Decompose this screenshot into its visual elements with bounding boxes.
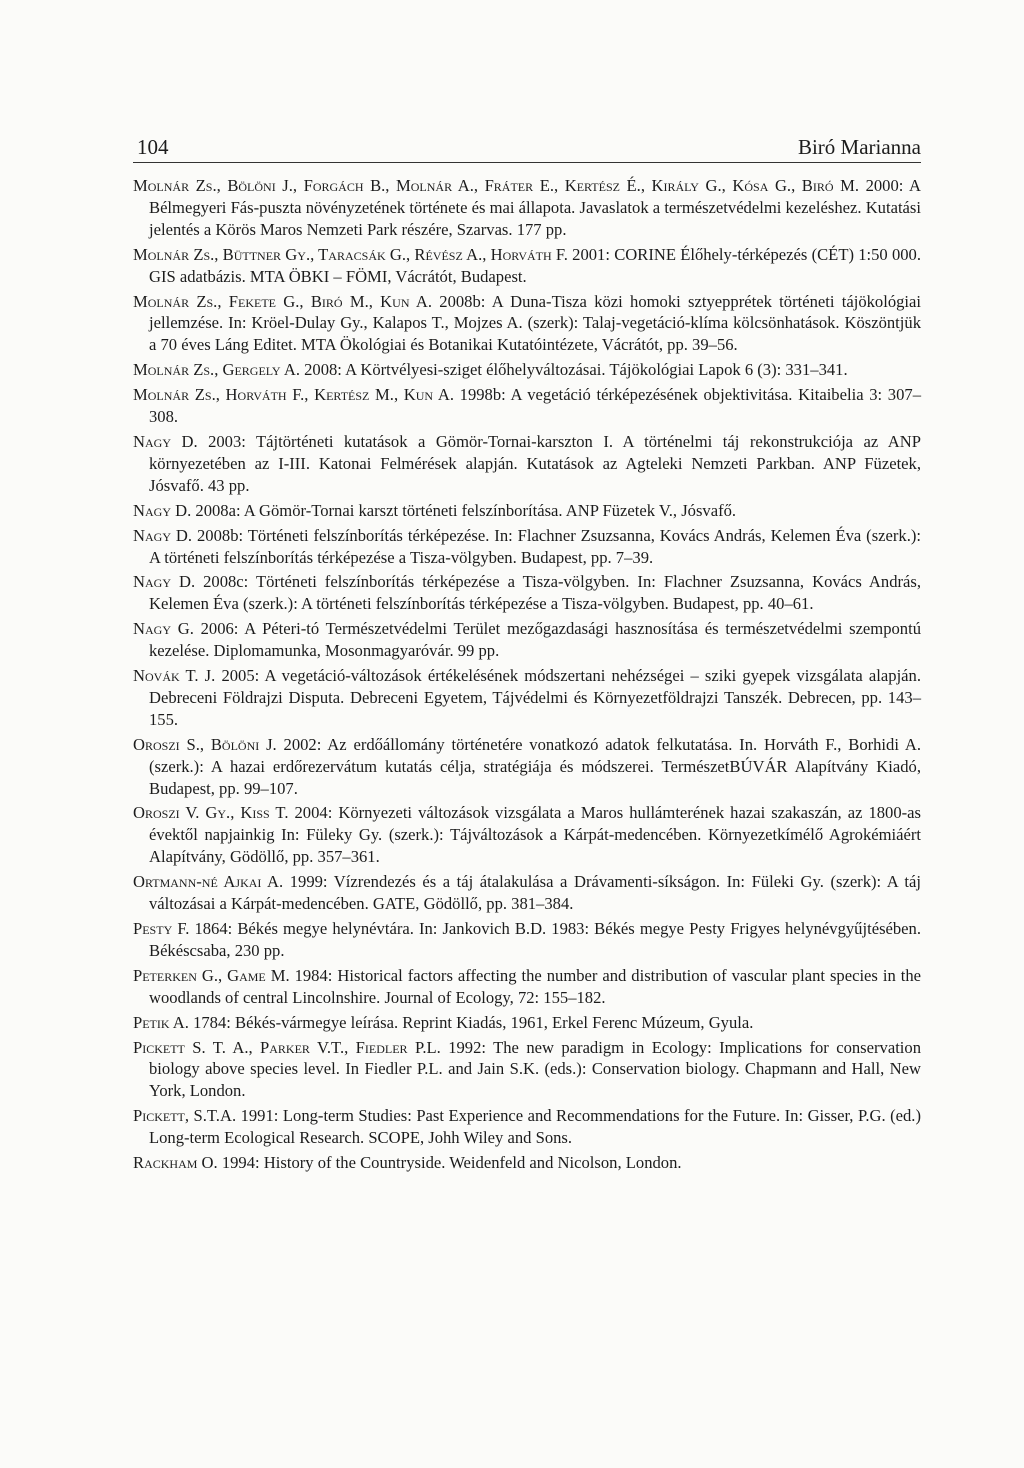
reference-authors: Pickett, S.T.A. [133, 1106, 237, 1126]
reference-authors: Nagy G. [133, 619, 194, 639]
reference-text: 2002: Az erdőállomány történetére vonatkozó adatok felkutatása. In. Horváth F., Borhidi A. (szerk.): A hazai erdőrezervátum kutatás célja, stratégiája és módszerei. TermészetBÚVÁR Alapítvány Kiadó, Budapest, pp. 99–107. [149, 734, 922, 798]
reference-authors: Nagy D. [133, 525, 193, 545]
reference-item [133, 291, 921, 357]
reference-authors: Pickett S. T. A., Parker V.T., Fiedler P.L. [133, 1037, 441, 1057]
reference-text: 1984: Historical factors affecting the number and distribution of vascular plant species in the woodlands of central Lincolnshire. Journal of Ecology, 72: 155–182. [149, 965, 921, 1007]
reference-text: 1864: Békés megye helynévtára. In: Jankovich B.D. 1983: Békés megye Pesty Frigyes helynévgyűjtésében. Békéscsaba, 230 pp. [149, 919, 921, 960]
reference-item [133, 618, 921, 662]
reference-item [133, 802, 921, 868]
reference-authors: Nagy D. [133, 431, 198, 451]
reference-text: 2001: CORINE Élőhely-térképezés (CÉT) 1:50 000. GIS adatbázis. MTA ÖBKI – FÖMI, Vácrátót, Budapest. [149, 244, 921, 286]
reference-item [133, 175, 921, 241]
reference-item [133, 431, 921, 497]
reference-text: 1992: The new paradigm in Ecology: Implications for conservation biology above species level. In Fiedler P.L. and Jain S.K. (eds.): Conservation biology. Chapmann and Hall, New York, London. [149, 1037, 922, 1101]
reference-item [133, 1012, 921, 1034]
reference-authors: Ortmann-né Ajkai A. [133, 872, 284, 892]
reference-item [133, 734, 921, 800]
reference-authors: Molnár Zs., Bölöni J., Forgách B., Molnár A., Fráter E., Kertész É., Király G., Kósa G., Biró M. [133, 176, 859, 195]
reference-authors: Nagy D. [133, 500, 192, 520]
reference-item [133, 1105, 921, 1149]
reference-authors: Pesty F. [133, 919, 190, 938]
reference-text: 2003: Tájtörténeti kutatások a Gömör-Tornai-karszton I. A történelmi táj rekonstrukciója az ANP környezetében az I-III. Katonai Felmérések alapján. Kutatások az Agteleki Nemzeti Parkban. ANP Füzetek, Jósvafő. 43 pp. [149, 431, 921, 495]
reference-item [133, 244, 921, 288]
reference-text: 1998b: A vegetáció térképezésének objektivitása. Kitaibelia 3: 307–308. [149, 385, 921, 427]
reference-item [133, 871, 921, 915]
reference-text: 2004: Környezeti változások vizsgálata a Maros hullámterének hazai szakaszán, az 1800-as évektől napjainkig In: Füleky Gy. (szerk.): Tájváltozások a Kárpát-medencében. Környezetkímélő Agrokémiáért Alapítvány, Gödöllő, pp. 357–361. [149, 803, 921, 867]
reference-authors: Molnár Zs., Büttner Gy., Taracsák G., Révész A., Horváth F. [133, 244, 568, 264]
running-head-author: Biró Marianna [797, 135, 921, 159]
reference-item [133, 359, 921, 381]
reference-text: 1784: Békés-vármegye leírása. Reprint Kiadás, 1961, Erkel Ferenc Múzeum, Gyula. [188, 1012, 754, 1032]
reference-authors: Molnár Zs., Fekete G., Biró M., Kun A. [133, 291, 432, 311]
reference-authors: Rackham O. [133, 1153, 218, 1173]
reference-item [133, 384, 921, 428]
reference-authors: Peterken G., Game M. [133, 965, 290, 985]
reference-authors: Novák T. J. [133, 666, 216, 686]
reference-authors: Petik A. [133, 1012, 189, 1032]
reference-authors: Oroszi S., Bölöni J. [133, 734, 277, 754]
reference-item [133, 1037, 921, 1103]
reference-text: 2008b: A Duna-Tisza közi homoki sztyepprétek történeti tájökológiai jellemzése. In: Kröel-Dulay Gy., Kalapos T., Mojzes A. (szerk): Talaj-vegetáció-klíma kölcsönhatások. Köszöntjük a 70 éves Láng Editet. MTA Ökológiai és Botanikai Kutatóintézete, Vácrátót, pp. 39–56. [149, 291, 922, 355]
running-head [133, 132, 921, 163]
reference-text: 2008b: Történeti felszínborítás térképezése. In: Flachner Zsuzsanna, Kovács András, Kelemen Éva (szerk.): A történeti felszínborítás térképezése a Tisza-völgyben. Budapest, pp. 7–39. [149, 525, 922, 567]
reference-text: 2006: A Péteri-tó Természetvédelmi Terület mezőgazdasági hasznosítása és természetvédelmi szempontú kezelése. Diplomamunka, Mosonmagyaróvár. 99 pp. [149, 619, 922, 661]
reference-authors: Molnár Zs., Gergely A. [133, 360, 300, 380]
reference-item [133, 571, 921, 615]
reference-text: 2008: A Körtvélyesi-sziget élőhelyváltozásai. Tájökológiai Lapok 6 (3): 331–341. [299, 360, 848, 380]
reference-list [133, 175, 921, 1177]
reference-authors: Nagy D. [133, 572, 196, 592]
reference-text: 1991: Long-term Studies: Past Experience and Recommendations for the Future. In: Gisser, P.G. (ed.) Long-term Ecological Research. SCOPE, Johh Wiley and Sons. [149, 1106, 921, 1148]
reference-authors: Molnár Zs., Horváth F., Kertész M., Kun A. [133, 385, 454, 405]
reference-item [133, 665, 921, 731]
reference-text: 2000: A Bélmegyeri Fás-puszta növényzetének története és mai állapota. Javaslatok a természetvédelmi kezeléshez. Kutatási jelentés a Körös Maros Nemzeti Park részére, Szarvas. 177 pp. [149, 176, 921, 239]
reference-text: 2005: A vegetáció-változások értékelésének módszertani nehézségei – sziki gyepek vizsgálata alapján. Debreceni Földrajzi Disputa. Debreceni Egyetem, Tájvédelmi és Környezetföldrajzi Tanszék. Debrecen, pp. 143–155. [149, 666, 921, 729]
reference-item [133, 965, 921, 1009]
reference-item [133, 525, 921, 569]
reference-item [133, 500, 921, 522]
page-number: 104 [137, 135, 169, 159]
reference-authors: Oroszi V. Gy., Kiss T. [133, 803, 289, 823]
reference-item [133, 1152, 921, 1174]
reference-text: 1994: History of the Countryside. Weidenfeld and Nicolson, London. [217, 1153, 682, 1173]
reference-item [133, 918, 921, 962]
reference-text: 2008a: A Gömör-Tornai karszt történeti felszínborítása. ANP Füzetek V., Jósvafő. [191, 500, 737, 520]
reference-text: 2008c: Történeti felszínborítás térképezése a Tisza-völgyben. In: Flachner Zsuzsanna, Kovács András, Kelemen Éva (szerk.): A történeti felszínborítás térképezése a Tisza-völgyben. Budapest, pp. 40–61. [149, 572, 922, 614]
reference-text: 1999: Vízrendezés és a táj átalakulása a Drávamenti-síkságon. In: Füleki Gy. (szerk): A táj változásai a Kárpát-medencében. GATE, Gödöllő, pp. 381–384. [149, 872, 921, 914]
